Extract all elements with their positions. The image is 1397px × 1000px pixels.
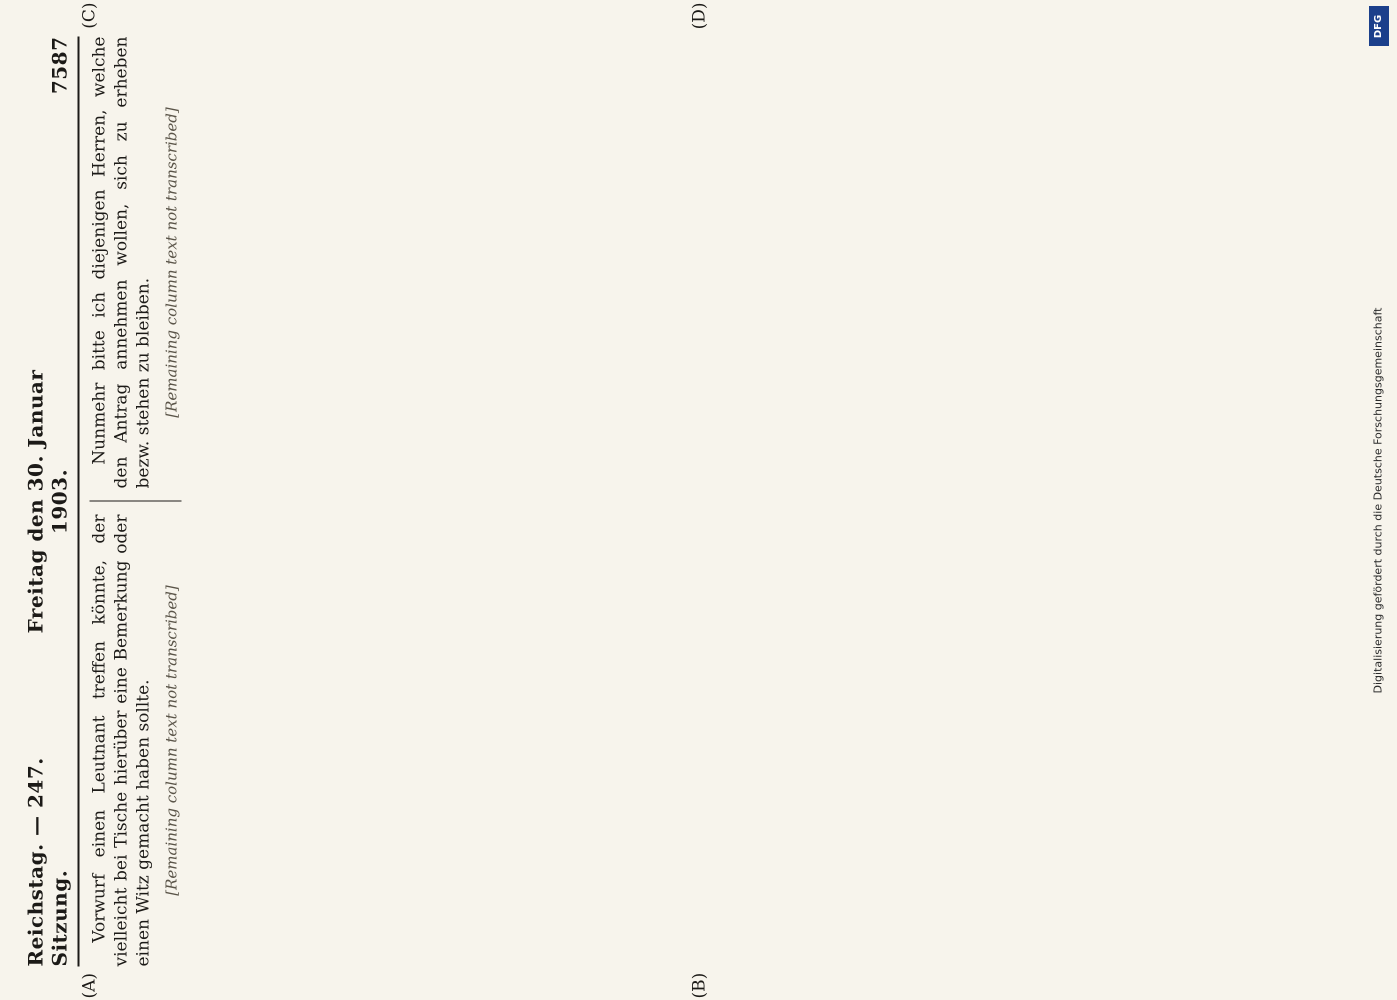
margin-marker-c: (C): [79, 2, 100, 29]
margin-marker-b: (B): [689, 972, 710, 999]
margin-marker-a: (A): [79, 972, 100, 999]
text-columns: [90, 37, 182, 967]
running-header: [24, 37, 80, 967]
document-page: [0, 1, 1397, 1000]
column-left: [90, 515, 182, 967]
digitization-credit-text: Digitalisierung gefördert durch die Deutsche Forschungsgemeinschaft: [1371, 307, 1385, 693]
dfg-logo-text: DFG: [1373, 14, 1385, 38]
digitization-credit: [1367, 0, 1389, 1000]
column-left-placeholder: [Remaining column text not transcribed]: [162, 585, 181, 896]
header-center: Freitag den 30. Januar 1903.: [23, 369, 72, 634]
page-number: 7587: [47, 36, 72, 95]
column-right: [90, 37, 182, 489]
margin-marker-d: (D): [689, 2, 710, 30]
column-right-placeholder: [Remaining column text not transcribed]: [162, 107, 181, 418]
column-left-opening: Vorwurf einen Leutnant treffen könnte, der vielleicht bei Tische hierüber eine Bemerkung oder einen Witz gemacht haben sollte.: [89, 514, 153, 967]
column-right-opening: Nunmehr bitte ich diejenigen Herren, welche den Antrag annehmen wollen, sich zu erheben bezw. stehen zu bleiben.: [89, 36, 153, 489]
header-left: Reichstag. — 247. Sitzung.: [23, 757, 72, 967]
